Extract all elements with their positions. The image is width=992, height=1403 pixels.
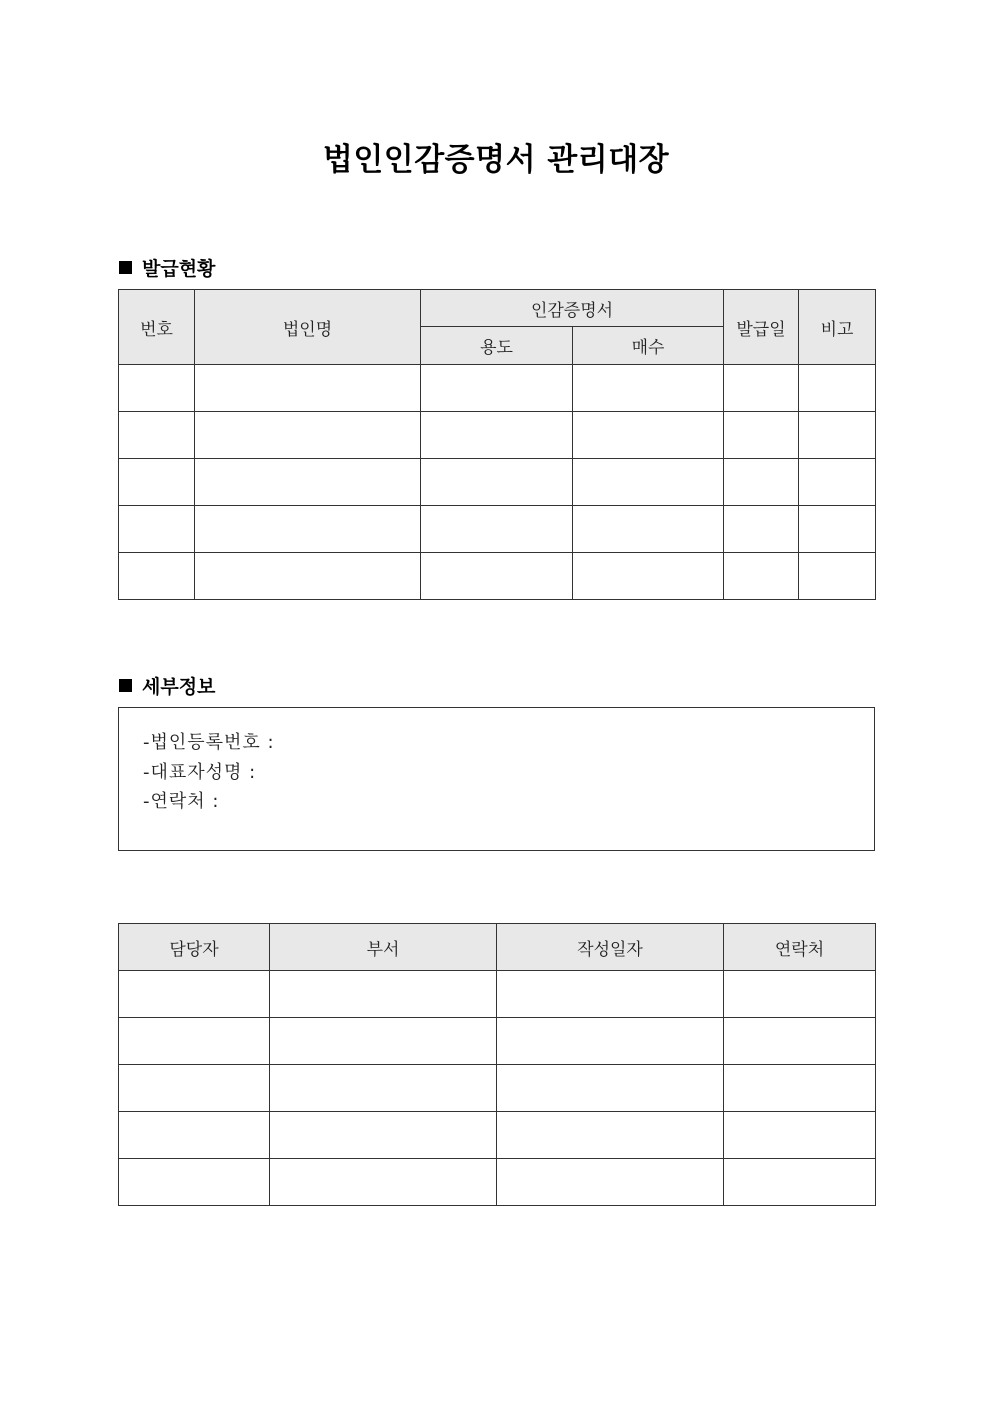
- header-corp-name: 법인명: [195, 290, 421, 365]
- table-cell[interactable]: [573, 459, 724, 506]
- table-cell[interactable]: [724, 1018, 876, 1065]
- table-cell[interactable]: [119, 412, 195, 459]
- table-cell[interactable]: [724, 1065, 876, 1112]
- section-heading-issue: [119, 254, 215, 281]
- square-bullet-icon: [119, 261, 132, 274]
- table-cell[interactable]: [119, 1112, 270, 1159]
- table-cell[interactable]: [119, 365, 195, 412]
- table-cell[interactable]: [799, 506, 876, 553]
- table-row: [119, 1018, 876, 1065]
- table-cell[interactable]: [119, 1018, 270, 1065]
- table-cell[interactable]: [497, 1065, 724, 1112]
- detail-ceo-name: -대표자성명 :: [143, 762, 257, 783]
- table-cell[interactable]: [497, 1112, 724, 1159]
- table-cell[interactable]: [724, 365, 799, 412]
- table-cell[interactable]: [119, 971, 270, 1018]
- table-row: [119, 1112, 876, 1159]
- header-contact: 연락처: [724, 924, 876, 971]
- table-cell[interactable]: [573, 412, 724, 459]
- table-cell[interactable]: [799, 459, 876, 506]
- manager-table: [118, 923, 876, 1206]
- header-no: 번호: [119, 290, 195, 365]
- table-cell[interactable]: [421, 506, 573, 553]
- table-cell[interactable]: [270, 1159, 497, 1206]
- table-row: [119, 459, 876, 506]
- table-cell[interactable]: [497, 1018, 724, 1065]
- table-row: [119, 412, 876, 459]
- table-cell[interactable]: [195, 365, 421, 412]
- table-row: [119, 506, 876, 553]
- table-cell[interactable]: [799, 412, 876, 459]
- table-cell[interactable]: [724, 553, 799, 600]
- header-note: 비고: [799, 290, 876, 365]
- table-cell[interactable]: [421, 365, 573, 412]
- table-cell[interactable]: [195, 412, 421, 459]
- table-cell[interactable]: [421, 459, 573, 506]
- table-cell[interactable]: [573, 506, 724, 553]
- header-certificate: 인감증명서: [421, 290, 724, 327]
- header-issue-date: 발급일: [724, 290, 799, 365]
- table-cell[interactable]: [270, 1112, 497, 1159]
- header-purpose: 용도: [421, 327, 573, 365]
- table-cell[interactable]: [724, 412, 799, 459]
- table-cell[interactable]: [270, 1018, 497, 1065]
- section-heading-issue-label: 발급현황: [142, 258, 216, 280]
- table-cell[interactable]: [724, 506, 799, 553]
- square-bullet-icon: [119, 679, 132, 692]
- table-cell[interactable]: [270, 1065, 497, 1112]
- table-cell[interactable]: [799, 553, 876, 600]
- table-cell[interactable]: [724, 459, 799, 506]
- issue-table: [118, 289, 876, 600]
- page-title: 법인인감증명서 관리대장: [322, 142, 670, 178]
- table-row: [119, 1065, 876, 1112]
- table-cell[interactable]: [195, 459, 421, 506]
- table-cell[interactable]: [270, 971, 497, 1018]
- table-cell[interactable]: [195, 506, 421, 553]
- table-row: [119, 365, 876, 412]
- header-copies: 매수: [573, 327, 724, 365]
- table-cell[interactable]: [724, 971, 876, 1018]
- section-heading-detail-label: 세부정보: [142, 676, 216, 698]
- table-cell[interactable]: [573, 553, 724, 600]
- table-cell[interactable]: [724, 1159, 876, 1206]
- table-cell[interactable]: [421, 553, 573, 600]
- table-cell[interactable]: [119, 506, 195, 553]
- table-cell[interactable]: [724, 1112, 876, 1159]
- table-cell[interactable]: [119, 1159, 270, 1206]
- table-row: [119, 553, 876, 600]
- detail-info-box: [118, 707, 875, 851]
- table-cell[interactable]: [119, 553, 195, 600]
- table-row: [119, 971, 876, 1018]
- table-row: [119, 1159, 876, 1206]
- detail-corp-reg-no: -법인등록번호 :: [143, 732, 275, 753]
- table-cell[interactable]: [421, 412, 573, 459]
- header-written-date: 작성일자: [497, 924, 724, 971]
- table-cell[interactable]: [573, 365, 724, 412]
- header-department: 부서: [270, 924, 497, 971]
- table-cell[interactable]: [119, 459, 195, 506]
- table-cell[interactable]: [799, 365, 876, 412]
- detail-contact: -연락처 :: [143, 791, 220, 812]
- header-manager: 담당자: [119, 924, 270, 971]
- table-cell[interactable]: [497, 971, 724, 1018]
- table-cell[interactable]: [497, 1159, 724, 1206]
- section-heading-detail: [119, 672, 215, 699]
- table-cell[interactable]: [195, 553, 421, 600]
- table-cell[interactable]: [119, 1065, 270, 1112]
